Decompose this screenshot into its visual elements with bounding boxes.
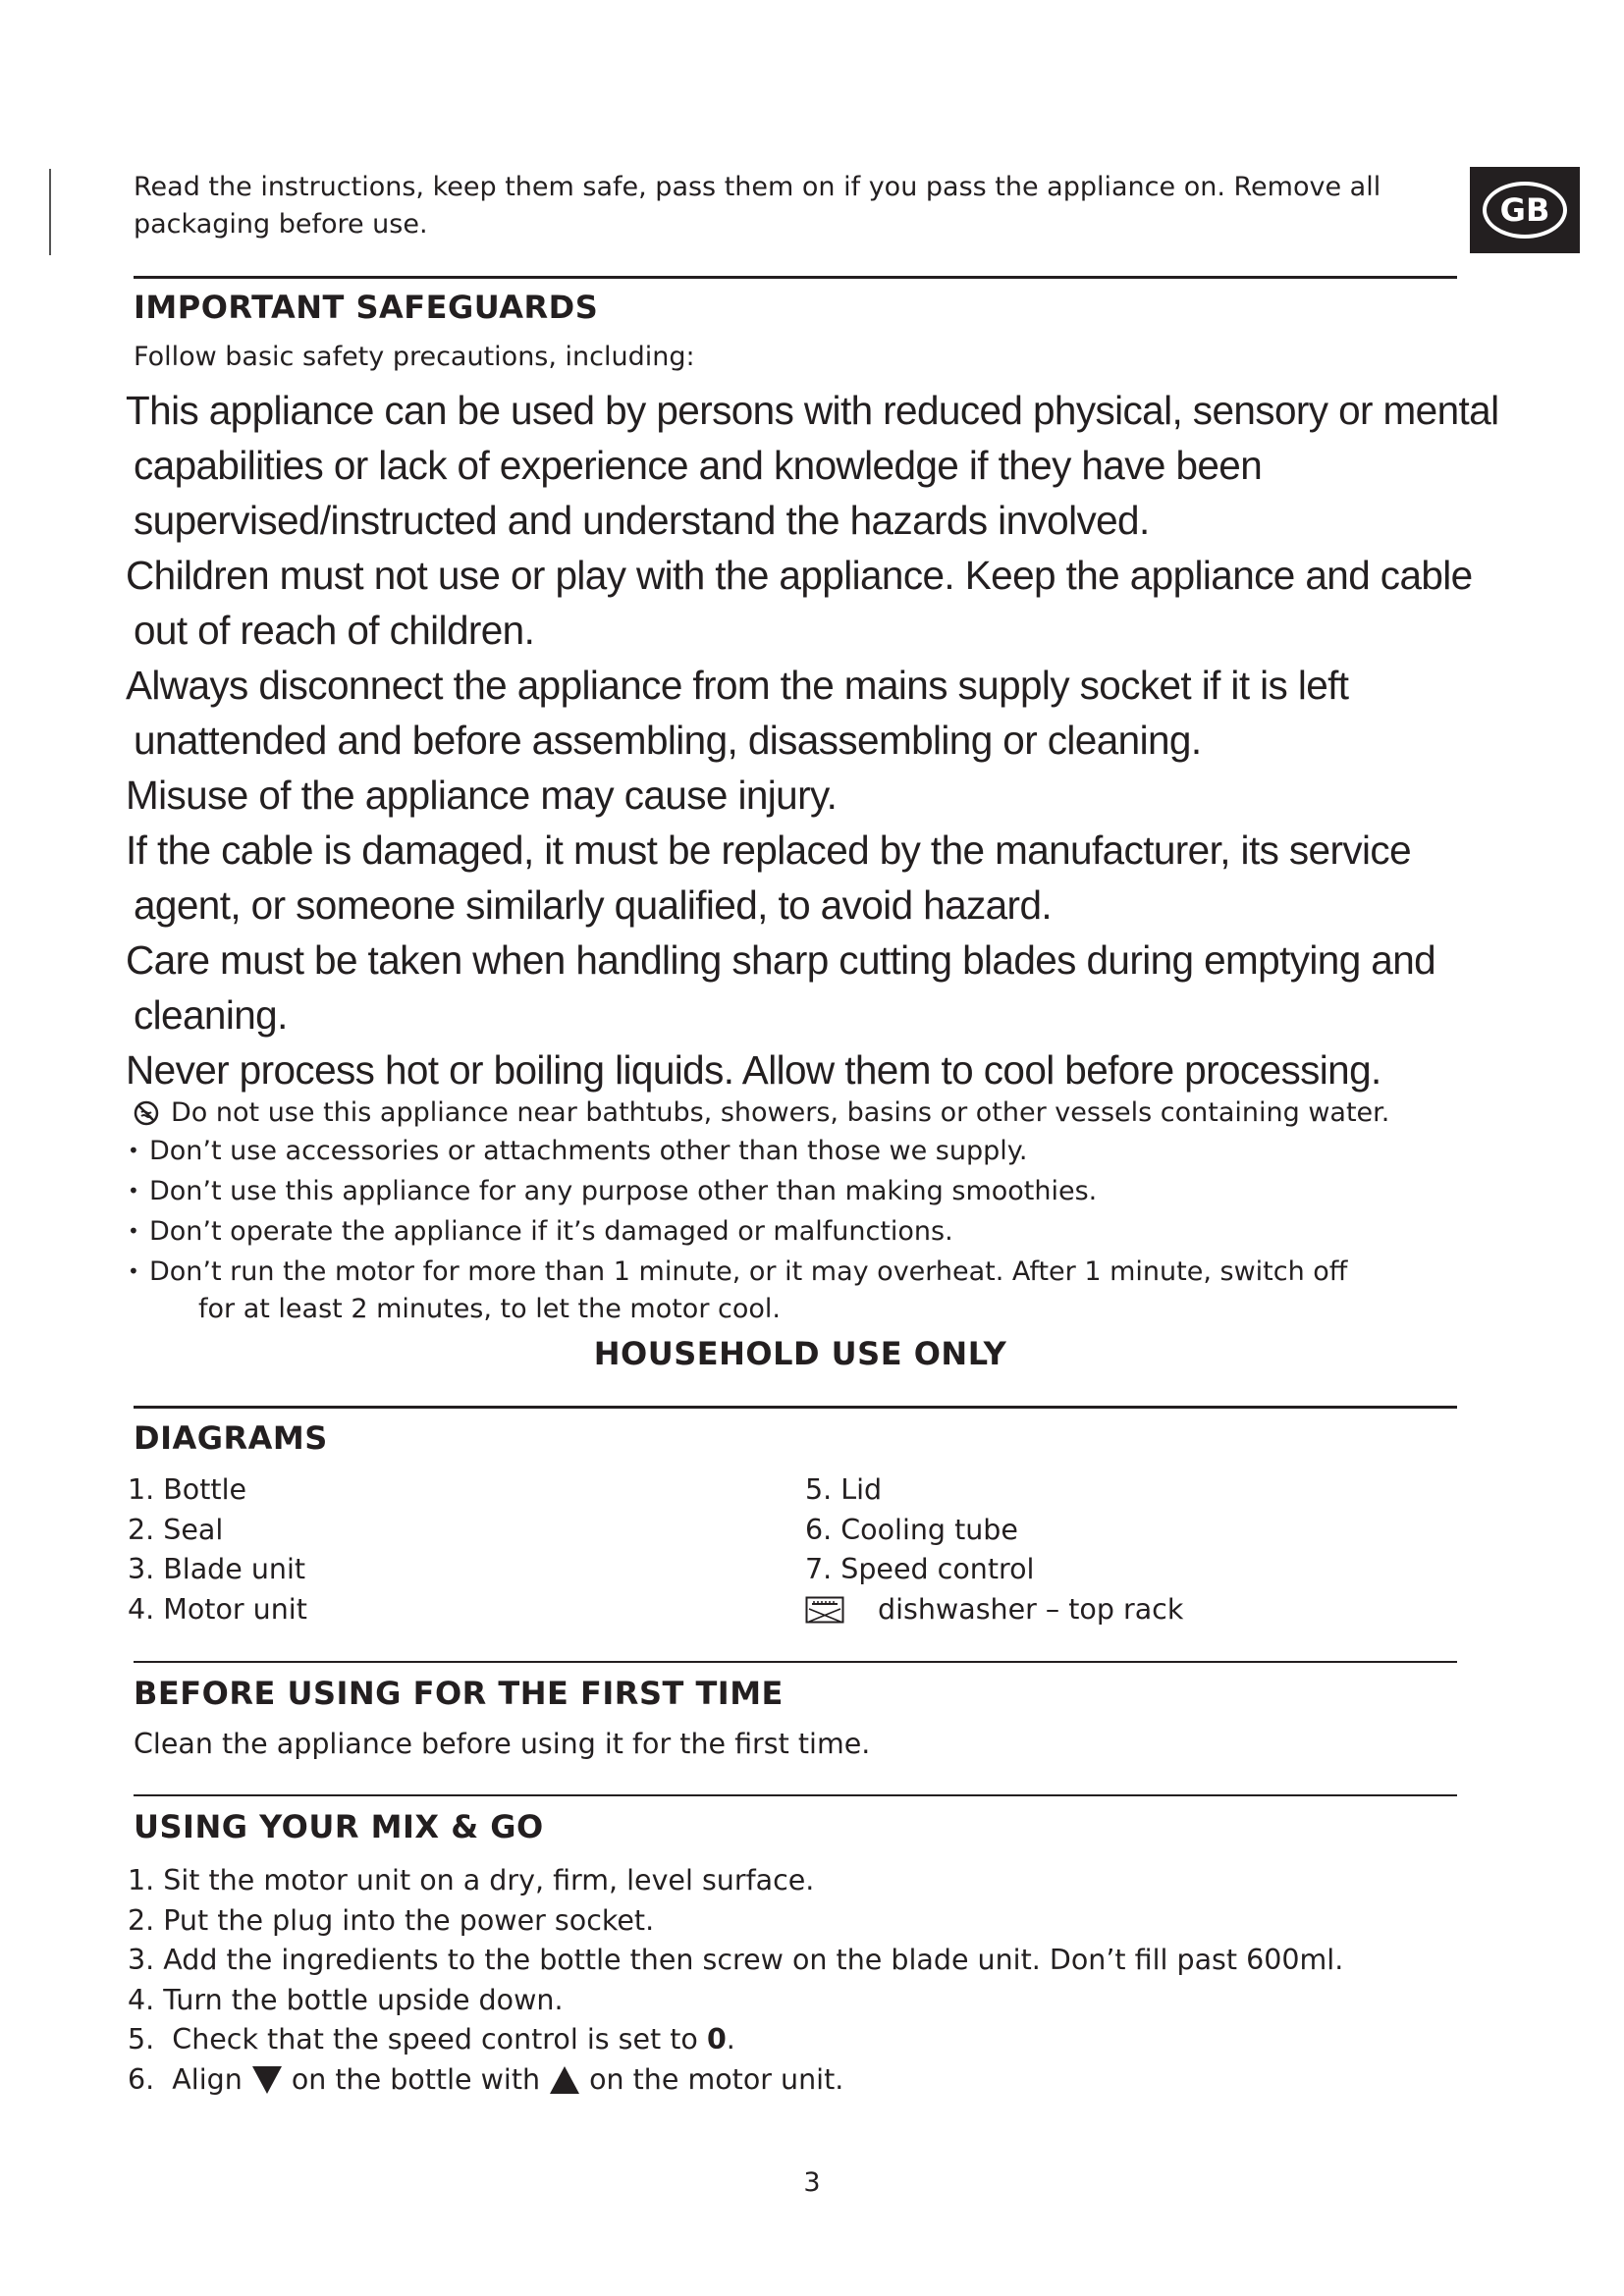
step-item xyxy=(128,2060,1343,2101)
safety-bullet: • Don’t run the motor for more than 1 minute, or it may overheat. After 1 minute, switch off xyxy=(128,1252,1483,1292)
safety-bullet: • Don’t use accessories or attachments other than those we supply. xyxy=(128,1131,1483,1171)
using-heading: USING YOUR MIX & GO xyxy=(134,1808,544,1845)
safety-bullets xyxy=(128,1131,1483,1292)
language-badge-label: GB xyxy=(1499,191,1550,229)
step-6-text-a: 6. Align xyxy=(128,2062,243,2096)
safety-statement: Never process hot or boiling liquids. Allow them to cool before processing. xyxy=(126,1047,1381,1093)
safeguards-subheading: Follow basic safety precautions, including: xyxy=(134,342,695,372)
safety-statement: If the cable is damaged, it must be replaced by the manufacturer, its service agent, or someone similarly qualified, to avoid hazard. xyxy=(126,828,1411,928)
safety-bullet-continuation: for at least 2 minutes, to let the motor cool. xyxy=(198,1294,781,1324)
margin-mark xyxy=(49,169,51,255)
safety-bullet: • Don’t use this appliance for any purpose other than making smoothies. xyxy=(128,1171,1483,1211)
part-item: 4. Motor unit xyxy=(128,1592,307,1626)
step-item: 3. Add the ingredients to the bottle then screw on the blade unit. Don’t fill past 600ml. xyxy=(128,1944,1344,1976)
section-divider xyxy=(134,1661,1457,1663)
safety-statement: Care must be taken when handling sharp cutting blades during emptying and cleaning. xyxy=(126,937,1436,1038)
parts-list-left xyxy=(128,1470,307,1629)
language-badge xyxy=(1470,167,1580,253)
intro-text xyxy=(134,169,1449,243)
part-item: 2. Seal xyxy=(128,1513,224,1546)
step-item: 2. Put the plug into the power socket. xyxy=(128,1903,655,1937)
triangle-down-icon xyxy=(252,2066,282,2094)
step-item xyxy=(128,2020,1343,2060)
dishwasher-item xyxy=(805,1590,1183,1630)
first-time-heading: BEFORE USING FOR THE FIRST TIME xyxy=(134,1675,784,1712)
speed-zero: 0 xyxy=(706,2023,727,2056)
water-warning xyxy=(134,1097,1389,1128)
language-badge-oval xyxy=(1483,182,1567,239)
page-number: 3 xyxy=(803,2167,821,2198)
section-divider xyxy=(134,1406,1457,1409)
household-use-only: HOUSEHOLD USE ONLY xyxy=(593,1335,1007,1372)
diagrams-heading: DIAGRAMS xyxy=(134,1419,328,1457)
dishwasher-text: dishwasher – top rack xyxy=(878,1592,1184,1626)
step-5-text: 5. Check that the speed control is set to xyxy=(128,2023,707,2056)
step-6-text-c: on the motor unit. xyxy=(589,2062,844,2096)
dishwasher-icon xyxy=(805,1596,844,1624)
step-5-suffix: . xyxy=(726,2023,735,2056)
section-divider xyxy=(134,1794,1457,1796)
part-item: 7. Speed control xyxy=(805,1553,1035,1585)
triangle-up-icon xyxy=(550,2066,579,2094)
parts-list-right xyxy=(805,1470,1183,1629)
part-item: 3. Blade unit xyxy=(128,1553,306,1585)
safeguards-heading: IMPORTANT SAFEGUARDS xyxy=(134,289,599,326)
no-water-icon xyxy=(134,1100,159,1126)
part-item: 5. Lid xyxy=(805,1473,883,1506)
part-item: 6. Cooling tube xyxy=(805,1513,1018,1546)
safety-bullet: • Don’t operate the appliance if it’s damaged or malfunctions. xyxy=(128,1211,1483,1252)
step-item: 1. Sit the motor unit on a dry, firm, level surface. xyxy=(128,1864,815,1896)
section-divider xyxy=(134,276,1457,279)
intro-line-2: packaging before use. xyxy=(134,209,428,240)
using-steps xyxy=(128,1861,1343,2100)
water-warning-text: Do not use this appliance near bathtubs, showers, basins or other vessels containing water. xyxy=(171,1097,1390,1128)
safety-statements xyxy=(126,383,1500,1097)
safety-statement: This appliance can be used by persons with reduced physical, sensory or mental capabilities or lack of experience and knowledge if they have been supervised/instructed and understand the hazards involved. xyxy=(126,388,1499,543)
step-item: 4. Turn the bottle upside down. xyxy=(128,1983,564,2016)
safety-statement: Misuse of the appliance may cause injury. xyxy=(126,773,838,818)
safety-statement: Children must not use or play with the appliance. Keep the appliance and cable out of reach of children. xyxy=(126,553,1473,653)
safety-statement: Always disconnect the appliance from the mains supply socket if it is left unattended and before assembling, disassembling or cleaning. xyxy=(126,663,1349,763)
first-time-text: Clean the appliance before using it for the first time. xyxy=(134,1728,871,1760)
intro-line-1: Read the instructions, keep them safe, pass them on if you pass the appliance on. Remove all xyxy=(134,172,1381,202)
step-6-text-b: on the bottle with xyxy=(291,2062,541,2096)
part-item: 1. Bottle xyxy=(128,1473,247,1506)
